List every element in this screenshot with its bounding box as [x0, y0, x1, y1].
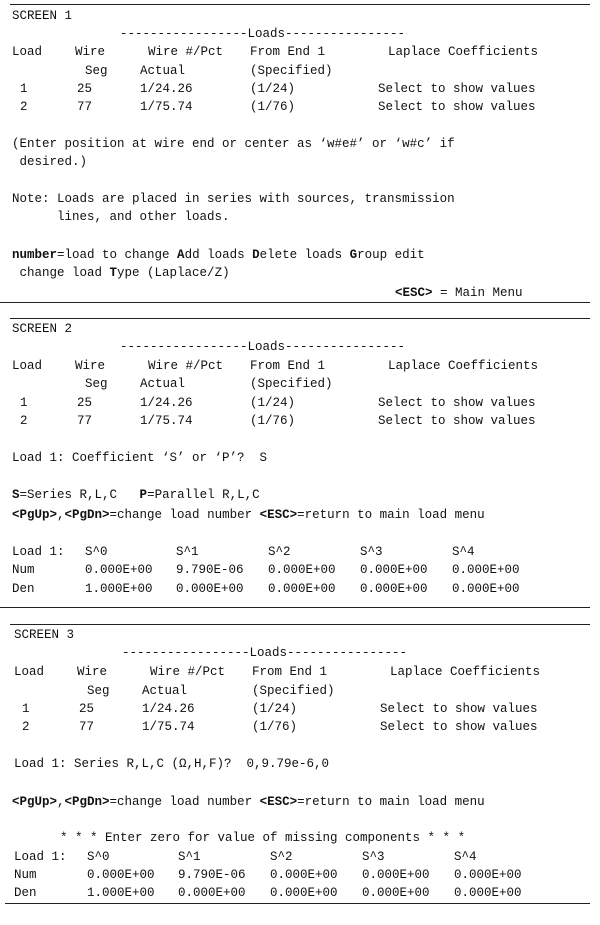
screen2-bottom-rule — [0, 607, 590, 608]
help-text: , — [57, 508, 65, 522]
s3-coef-header-s0: S^0 — [87, 850, 110, 864]
s1-note-1: Note: Loads are placed in series with sources, transmission — [12, 192, 455, 206]
s3-den-s4[interactable]: 0.000E+00 — [454, 886, 522, 900]
screen3-bottom-rule — [5, 903, 590, 904]
s3-row1-actual: 1/24.26 — [142, 702, 195, 716]
s3-coef-header-s1: S^1 — [178, 850, 201, 864]
s3-row2-actual: 1/75.74 — [142, 720, 195, 734]
s3-row1-coef[interactable]: Select to show values — [380, 702, 538, 716]
s2-row2-load: 2 — [20, 414, 28, 428]
s2-den-s1[interactable]: 0.000E+00 — [176, 582, 244, 596]
s1-row2-seg: 77 — [77, 100, 93, 114]
s1-col-load: Load — [12, 45, 43, 59]
s2-num-s0[interactable]: 0.000E+00 — [85, 563, 153, 577]
esc-key[interactable]: <ESC> — [259, 508, 298, 522]
s1-col-laplace: Laplace Coefficients — [388, 45, 539, 59]
s3-col-from-end: From End 1 — [252, 665, 328, 679]
help-text: =change load number — [109, 795, 260, 809]
s2-num-s3[interactable]: 0.000E+00 — [360, 563, 428, 577]
pgup-key[interactable]: <PgUp> — [12, 508, 58, 522]
s3-row1-seg: 25 — [79, 702, 95, 716]
s3-zero-note: * * * Enter zero for value of missing components * * * — [60, 831, 466, 845]
cmd-text: roup edit — [357, 248, 425, 262]
series-key[interactable]: S — [12, 488, 20, 502]
s3-col-specified: (Specified) — [252, 684, 335, 698]
s2-den-s2[interactable]: 0.000E+00 — [268, 582, 336, 596]
pgup-key[interactable]: <PgUp> — [12, 795, 58, 809]
s1-row1-spec: (1/24) — [250, 82, 296, 96]
s3-row2-coef[interactable]: Select to show values — [380, 720, 538, 734]
s2-num-s1[interactable]: 9.790E-06 — [176, 563, 244, 577]
s3-col-seg: Seg — [87, 684, 110, 698]
s2-row1-load: 1 — [20, 396, 28, 410]
s2-row2-spec: (1/76) — [250, 414, 296, 428]
s2-num-s2[interactable]: 0.000E+00 — [268, 563, 336, 577]
screen1-banner: -----------------Loads---------------- — [120, 27, 406, 41]
group-key[interactable]: G — [349, 248, 358, 262]
s2-coef-header-s1: S^1 — [176, 545, 199, 559]
s2-col-wire: Wire — [75, 359, 106, 373]
s3-den-s0[interactable]: 1.000E+00 — [87, 886, 155, 900]
screen3-title: SCREEN 3 — [14, 628, 75, 642]
add-key[interactable]: A — [177, 248, 185, 262]
help-text: , — [57, 795, 65, 809]
s2-col-wire-pct: Wire #/Pct — [148, 359, 224, 373]
pgdn-key[interactable]: <PgDn> — [64, 508, 110, 522]
s1-esc-main-menu[interactable] — [395, 286, 523, 300]
s1-col-specified: (Specified) — [250, 64, 333, 78]
s3-num-s1[interactable]: 9.790E-06 — [178, 868, 246, 882]
esc-key[interactable]: <ESC> — [395, 286, 433, 300]
s1-col-seg: Seg — [85, 64, 108, 78]
s3-row2-spec: (1/76) — [252, 720, 298, 734]
s1-row2-actual: 1/75.74 — [140, 100, 193, 114]
s3-col-actual: Actual — [142, 684, 188, 698]
s2-row2-coef[interactable]: Select to show values — [378, 414, 536, 428]
number-key[interactable]: number — [12, 248, 58, 262]
s3-den-s3[interactable]: 0.000E+00 — [362, 886, 430, 900]
s1-row1-coef[interactable]: Select to show values — [378, 82, 536, 96]
pgdn-key[interactable]: <PgDn> — [64, 795, 110, 809]
s3-num-s4[interactable]: 0.000E+00 — [454, 868, 522, 882]
s3-den-s2[interactable]: 0.000E+00 — [270, 886, 338, 900]
s2-coef-header-s3: S^3 — [360, 545, 383, 559]
cmd-text: ype (Laplace/Z) — [117, 266, 230, 280]
s3-num-s0[interactable]: 0.000E+00 — [87, 868, 155, 882]
s2-series-parallel-help — [12, 488, 260, 502]
s2-paging-help — [12, 508, 485, 522]
s3-coef-header-label: Load 1: — [14, 850, 67, 864]
screen2-banner: -----------------Loads---------------- — [120, 340, 406, 354]
s3-col-load: Load — [14, 665, 45, 679]
screen3-banner: -----------------Loads---------------- — [122, 646, 408, 660]
s2-num-s4[interactable]: 0.000E+00 — [452, 563, 520, 577]
s1-col-wire: Wire — [75, 45, 106, 59]
s1-row2-spec: (1/76) — [250, 100, 296, 114]
esc-text: = Main Menu — [432, 286, 523, 300]
s2-num-label: Num — [12, 563, 35, 577]
s3-num-s3[interactable]: 0.000E+00 — [362, 868, 430, 882]
s3-col-wire: Wire — [77, 665, 108, 679]
help-text: =return to main load menu — [297, 508, 485, 522]
s2-row2-seg: 77 — [77, 414, 93, 428]
s3-row2-seg: 77 — [79, 720, 95, 734]
s2-col-laplace: Laplace Coefficients — [388, 359, 539, 373]
s2-col-from-end: From End 1 — [250, 359, 326, 373]
s2-coef-header-s2: S^2 — [268, 545, 291, 559]
s3-num-s2[interactable]: 0.000E+00 — [270, 868, 338, 882]
s2-row1-seg: 25 — [77, 396, 93, 410]
screen1-bottom-rule — [0, 302, 590, 303]
s3-den-label: Den — [14, 886, 37, 900]
s2-col-actual: Actual — [140, 377, 186, 391]
help-text: =change load number — [109, 508, 260, 522]
delete-key[interactable]: D — [252, 248, 260, 262]
cmd-text: change load — [12, 266, 110, 280]
s3-num-label: Num — [14, 868, 37, 882]
s3-den-s1[interactable]: 0.000E+00 — [178, 886, 246, 900]
cmd-text: dd loads — [184, 248, 253, 262]
s1-col-wire-pct: Wire #/Pct — [148, 45, 224, 59]
screen1-top-rule — [10, 4, 590, 5]
help-text: =Parallel R,L,C — [147, 488, 260, 502]
esc-key[interactable]: <ESC> — [259, 795, 298, 809]
s2-row1-spec: (1/24) — [250, 396, 296, 410]
s1-col-from-end: From End 1 — [250, 45, 326, 59]
s1-row2-load: 2 — [20, 100, 28, 114]
s1-row1-actual: 1/24.26 — [140, 82, 193, 96]
s3-col-wire-pct: Wire #/Pct — [150, 665, 226, 679]
s3-row1-load: 1 — [22, 702, 30, 716]
s3-col-laplace: Laplace Coefficients — [390, 665, 541, 679]
s1-enter-note-2: desired.) — [12, 155, 88, 169]
s2-den-s0[interactable]: 1.000E+00 — [85, 582, 153, 596]
s1-enter-note-1: (Enter position at wire end or center as ‘w#e#’ or ‘w#c’ if — [12, 137, 455, 151]
s3-coef-header-s4: S^4 — [454, 850, 477, 864]
s2-den-s4[interactable]: 0.000E+00 — [452, 582, 520, 596]
screen2-top-rule — [10, 318, 590, 319]
s2-coef-header-s4: S^4 — [452, 545, 475, 559]
screen3-top-rule — [10, 624, 590, 625]
s1-row2-coef[interactable]: Select to show values — [378, 100, 536, 114]
screen1-title: SCREEN 1 — [12, 9, 73, 23]
s3-coef-header-s2: S^2 — [270, 850, 293, 864]
s2-row1-actual: 1/24.26 — [140, 396, 193, 410]
s2-col-specified: (Specified) — [250, 377, 333, 391]
s1-command-line-1 — [12, 248, 425, 262]
s2-den-s3[interactable]: 0.000E+00 — [360, 582, 428, 596]
s1-note-2: lines, and other loads. — [12, 210, 230, 224]
type-key[interactable]: T — [109, 266, 118, 280]
s2-row1-coef[interactable]: Select to show values — [378, 396, 536, 410]
s2-coef-header-s0: S^0 — [85, 545, 108, 559]
cmd-text: elete loads — [259, 248, 350, 262]
s2-coef-header-label: Load 1: — [12, 545, 65, 559]
s2-col-load: Load — [12, 359, 43, 373]
s3-row2-load: 2 — [22, 720, 30, 734]
cmd-text: =load to change — [57, 248, 178, 262]
s2-row2-actual: 1/75.74 — [140, 414, 193, 428]
s3-row1-spec: (1/24) — [252, 702, 298, 716]
s1-command-line-2 — [12, 266, 230, 280]
s2-coefficient-prompt[interactable]: Load 1: Coefficient ‘S’ or ‘P’? S — [12, 451, 268, 465]
screen2-title: SCREEN 2 — [12, 322, 73, 336]
s3-coef-header-s3: S^3 — [362, 850, 385, 864]
s2-col-seg: Seg — [85, 377, 108, 391]
s1-col-actual: Actual — [140, 64, 186, 78]
parallel-key[interactable]: P — [139, 488, 148, 502]
s1-row1-seg: 25 — [77, 82, 93, 96]
s2-den-label: Den — [12, 582, 35, 596]
help-text: =return to main load menu — [297, 795, 485, 809]
s3-paging-help — [12, 795, 485, 809]
s3-series-input-prompt[interactable]: Load 1: Series R,L,C (Ω,H,F)? 0,9.79e-6,0 — [14, 757, 330, 771]
help-text: =Series R,L,C — [19, 488, 140, 502]
s1-row1-load: 1 — [20, 82, 28, 96]
